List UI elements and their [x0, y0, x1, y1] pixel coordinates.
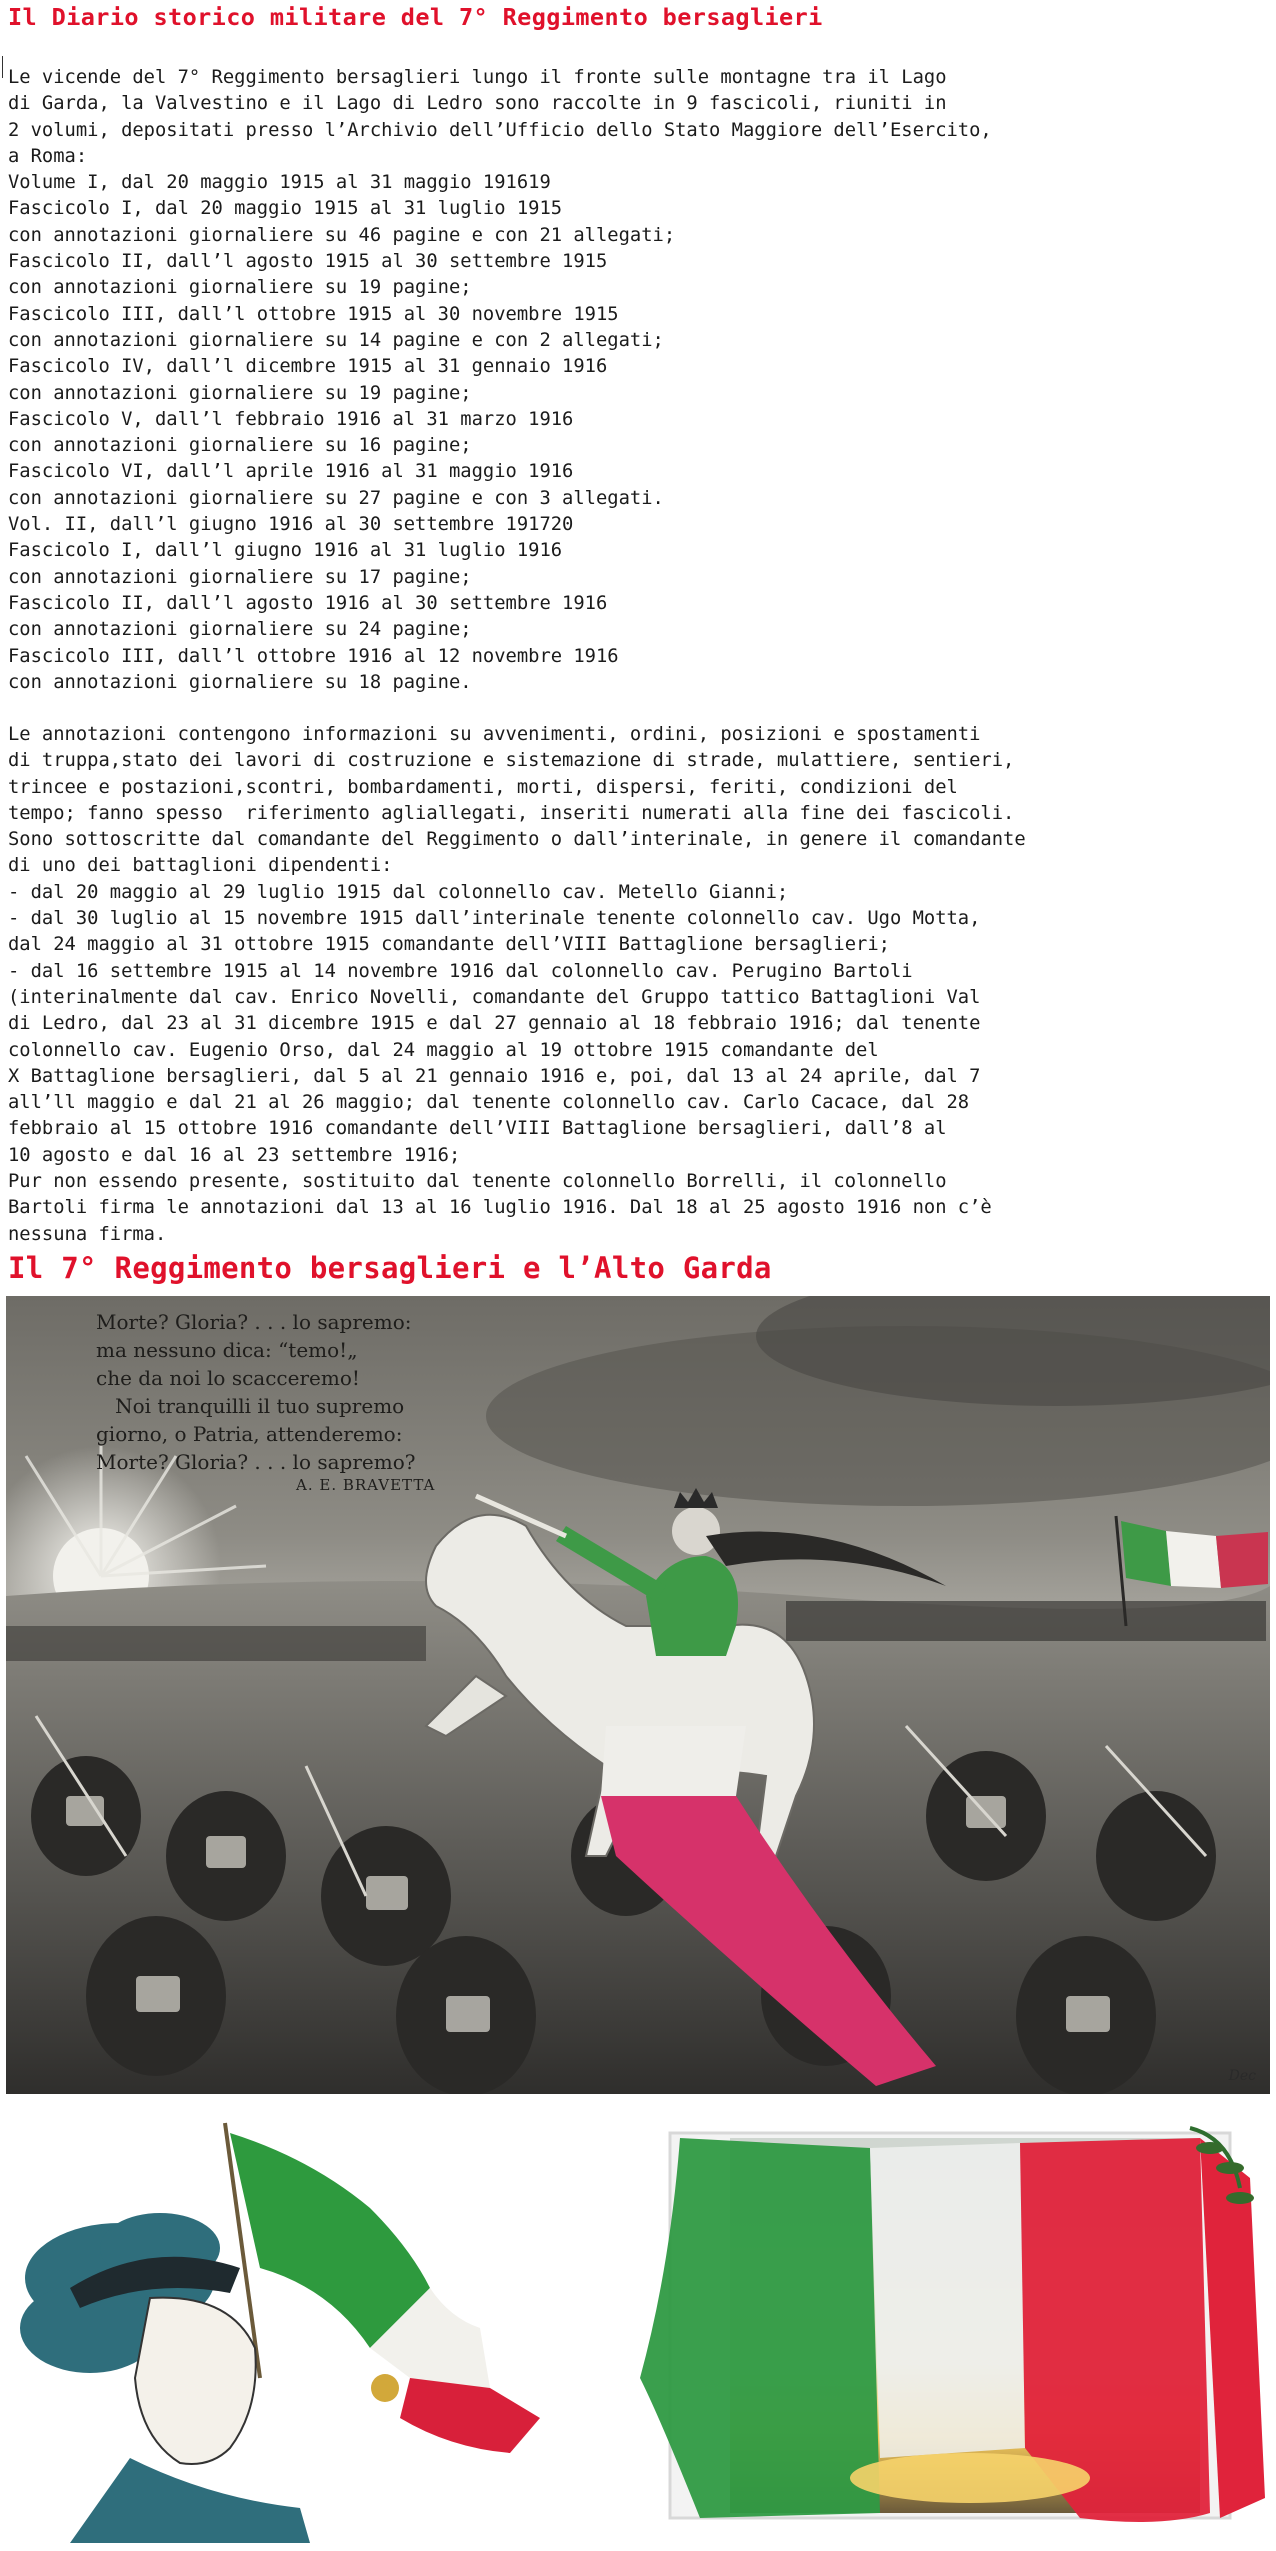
bersagliere-illustration	[10, 2118, 595, 2543]
annotations-text: Le annotazioni contengono informazioni su avvenimenti, ordini, posizioni e spostamenti di truppa,stato dei lavori di costruzione e sistemazione di strade, mulattiere, sentieri, trincee e postazioni,scontri, bombardamenti, morti, dispersi, feriti, condizioni del tempo; fanno spesso riferimento agliallegati, inseriti numerati alla fine dei fascicoli. Sono sottoscritte dal comandante del Reggimento o dall’interinale, in genere il comandante di uno dei battaglioni dipendenti: - dal 20 maggio al 29 luglio 1915 dal colonnello cav. Metello Gianni; - dal 30 luglio al 15 novembre 1915 dall’interinale tenente colonnello cav. Ugo Motta, dal 24 maggio al 31 ottobre 1915 comandante dell’VIII Battaglione bersaglieri; - dal 16 settembre 1915 al 14 novembre 1916 dal colonnello cav. Perugino Bartoli (interinalmente dal cav. Enrico Novelli, comandante del Gruppo tattico Battaglioni Val di Ledro, dal 23 al 31 dicembre 1915 e dal 27 gennaio al 18 febbraio 1916; dal tenente colonnello cav. Eugenio Orso, dal 24 maggio al 19 ottobre 1915 comandante del X Battaglione bersaglieri, dal 5 al 21 gennaio 1916 e, poi, dal 13 al 24 aprile, dal 7 all’ll maggio e dal 21 al 26 maggio; dal tenente colonnello cav. Carlo Cacace, dal 28 febbraio al 15 ottobre 1916 comandante dell’VIII Battaglione bersaglieri, dall’8 al 10 agosto e dal 16 al 23 settembre 1916; Pur non essendo presente, sostituito dal tenente colonnello Borrelli, il colonnello Bartoli firma le annotazioni dal 13 al 16 luglio 1916. Dal 18 al 25 agosto 1916 non c’è nessuna firma.	[8, 724, 1026, 1245]
page-title: Il Diario storico militare del 7° Reggimento bersaglieri	[8, 3, 823, 31]
diary-volumes-text: Le vicende del 7° Reggimento bersaglieri lungo il fronte sulle montagne tra il Lago di Garda, la Valvestino e il Lago di Ledro sono raccolte in 9 fascicoli, riuniti in 2 volumi, depositati presso l’Archivio dell’Ufficio dello Stato Maggiore dell’Esercito, a Roma: Volume I, dal 20 maggio 1915 al 31 maggio 191619 Fascicolo I, dal 20 maggio 1915 al 31 luglio 1915 con annotazioni giornaliere su 46 pagine e con 21 allegati; Fascicolo II, dall’l agosto 1915 al 30 settembre 1915 con annotazioni giornaliere su 19 pagine; Fascicolo III, dall’l ottobre 1915 al 30 novembre 1915 con annotazioni giornaliere su 14 pagine e con 2 allegati; Fascicolo IV, dall’l dicembre 1915 al 31 gennaio 1916 con annotazioni giornaliere su 19 pagine; Fascicolo V, dall’l febbraio 1916 al 31 marzo 1916 con annotazioni giornaliere su 16 pagine; Fascicolo VI, dall’l aprile 1916 al 31 maggio 1916 con annotazioni giornaliere su 27 pagine e con 3 allegati. Vol. II, dall’l giugno 1916 al 30 settembre 191720 Fascicolo I, dall’l giugno 1916 al 31 luglio 1916 con annotazioni giornaliere su 17 pagine; Fascicolo II, dall’l agosto 1916 al 30 settembre 1916 con annotazioni giornaliere su 24 pagine; Fascicolo III, dall’l ottobre 1916 al 12 novembre 1916 con annotazioni giornaliere su 18 pagine.	[8, 67, 992, 693]
bersagliere-drawing	[10, 2118, 595, 2543]
artist-signature: Dec	[1228, 2068, 1256, 2084]
flag-drawing	[640, 2118, 1265, 2548]
poem-author: A. E. BRAVETTA	[296, 1476, 436, 1494]
poem-text: Morte? Gloria? . . . lo sapremo: ma nessuno dica: “temo!„ che da noi lo scacceremo! Noi tranquilli il tuo supremo giorno, o Patria, attenderemo: Morte? Gloria? . . . lo sapremo?	[96, 1310, 416, 1474]
section-title: Il 7° Reggimento bersaglieri e l’Alto Garda	[8, 1251, 772, 1285]
italian-flag-illustration	[640, 2118, 1265, 2548]
cavalry-charge-postcard	[6, 1296, 1270, 2094]
text-cursor	[2, 56, 3, 78]
